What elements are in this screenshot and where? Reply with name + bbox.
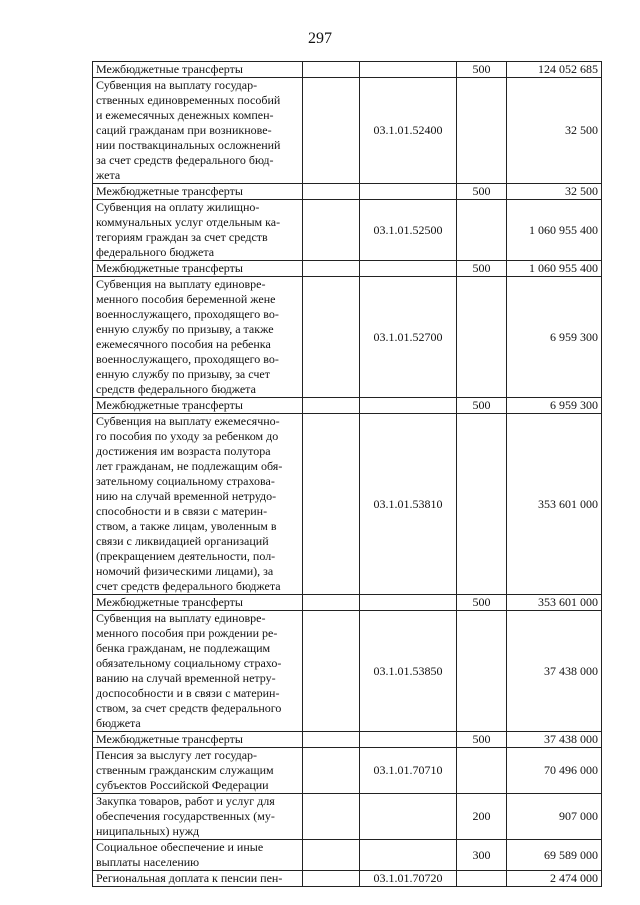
item-name-line: федерального бюджета <box>96 245 215 259</box>
amount-cell: 353 601 000 <box>507 414 602 595</box>
item-name-line: менного пособия при рождении ре- <box>96 626 278 640</box>
amount-cell: 32 500 <box>507 78 602 184</box>
target-code-cell <box>360 732 457 748</box>
item-name-line: обязательному социальному страхо- <box>96 656 282 670</box>
target-code-cell <box>360 184 457 200</box>
empty-cell <box>303 794 360 840</box>
empty-cell <box>303 200 360 261</box>
expense-type-cell <box>457 748 507 794</box>
item-name-cell <box>93 794 303 840</box>
table-row <box>93 200 602 261</box>
item-name-cell <box>93 840 303 871</box>
item-name-line: Межбюджетные трансферты <box>96 732 243 746</box>
item-name-line: способности и в связи с материн- <box>96 504 268 518</box>
empty-cell <box>303 398 360 414</box>
item-name-line: Социальное обеспечение и иные <box>96 840 264 854</box>
target-code-cell: 03.1.01.53810 <box>360 414 457 595</box>
item-name-line: Межбюджетные трансферты <box>96 184 243 198</box>
target-code-cell: 03.1.01.52700 <box>360 277 457 398</box>
table-row <box>93 398 602 414</box>
item-name-line: номочий физическими лицами), за <box>96 564 274 578</box>
item-name-line: Закупка товаров, работ и услуг для <box>96 794 275 808</box>
expense-type-cell: 500 <box>457 261 507 277</box>
expense-type-cell: 200 <box>457 794 507 840</box>
item-name-line: Субвенция на выплату единовре- <box>96 277 266 291</box>
item-name-cell <box>93 732 303 748</box>
item-name-line: (прекращением деятельности, пол- <box>96 549 276 563</box>
item-name-line: ниципальных) нужд <box>96 824 200 838</box>
expense-type-cell <box>457 78 507 184</box>
target-code-cell: 03.1.01.52400 <box>360 78 457 184</box>
item-name-line: Межбюджетные трансферты <box>96 398 243 412</box>
item-name-line: ежемесячного пособия на ребенка <box>96 337 271 351</box>
amount-cell: 6 959 300 <box>507 398 602 414</box>
amount-cell: 1 060 955 400 <box>507 200 602 261</box>
target-code-cell: 03.1.01.70720 <box>360 871 457 887</box>
table-row <box>93 414 602 595</box>
item-name-line: счет средств федерального бюджета <box>96 579 281 593</box>
expense-type-cell: 500 <box>457 398 507 414</box>
item-name-cell <box>93 748 303 794</box>
item-name-line: Межбюджетные трансферты <box>96 595 243 609</box>
budget-table <box>92 61 602 887</box>
target-code-cell <box>360 840 457 871</box>
expense-type-cell <box>457 871 507 887</box>
empty-cell <box>303 732 360 748</box>
item-name-line: Региональная доплата к пенсии пен- <box>96 871 283 885</box>
item-name-line: го пособия по уходу за ребенком до <box>96 429 279 443</box>
item-name-line: енную службу по призыву, а также <box>96 322 274 336</box>
amount-cell: 37 438 000 <box>507 732 602 748</box>
table-row <box>93 62 602 78</box>
item-name-line: менного пособия беременной жене <box>96 292 276 306</box>
empty-cell <box>303 277 360 398</box>
item-name-line: связи с ликвидацией организаций <box>96 534 269 548</box>
item-name-line: ством, за счет средств федерального <box>96 701 282 715</box>
empty-cell <box>303 414 360 595</box>
target-code-cell: 03.1.01.70710 <box>360 748 457 794</box>
expense-type-cell <box>457 414 507 595</box>
target-code-cell: 03.1.01.52500 <box>360 200 457 261</box>
amount-cell: 69 589 000 <box>507 840 602 871</box>
amount-cell: 907 000 <box>507 794 602 840</box>
item-name-line: ванию на случай временной нетру- <box>96 671 276 685</box>
item-name-line: доспособности и в связи с материн- <box>96 686 280 700</box>
item-name-line: Межбюджетные трансферты <box>96 261 243 275</box>
amount-cell: 124 052 685 <box>507 62 602 78</box>
item-name-cell <box>93 871 303 887</box>
table-row <box>93 595 602 611</box>
item-name-line: Пенсия за выслугу лет государ- <box>96 748 258 762</box>
empty-cell <box>303 871 360 887</box>
table-row <box>93 748 602 794</box>
item-name-line: выплаты населению <box>96 855 200 869</box>
item-name-line: зательному социальному страхова- <box>96 474 275 488</box>
item-name-line: нии поствакцинальных осложнений <box>96 138 281 152</box>
item-name-line: субъектов Российской Федерации <box>96 778 269 792</box>
item-name-line: обеспечения государственных (му- <box>96 809 275 823</box>
item-name-cell <box>93 398 303 414</box>
item-name-line: тегориям граждан за счет средств <box>96 230 268 244</box>
item-name-cell <box>93 78 303 184</box>
table-row <box>93 78 602 184</box>
amount-cell: 353 601 000 <box>507 595 602 611</box>
item-name-cell <box>93 414 303 595</box>
item-name-cell <box>93 261 303 277</box>
item-name-line: за счет средств федерального бюд- <box>96 153 274 167</box>
item-name-line: и ежемесячных денежных компен- <box>96 108 274 122</box>
item-name-line: Субвенция на выплату государ- <box>96 78 258 92</box>
table-row <box>93 732 602 748</box>
item-name-line: бенка гражданам, не подлежащим <box>96 641 271 655</box>
item-name-cell <box>93 200 303 261</box>
item-name-cell <box>93 277 303 398</box>
target-code-cell <box>360 794 457 840</box>
item-name-line: ственным гражданским служащим <box>96 763 274 777</box>
table-row <box>93 184 602 200</box>
item-name-line: ством, а также лицам, уволенным в <box>96 519 277 533</box>
budget-table-body <box>93 62 602 887</box>
target-code-cell <box>360 62 457 78</box>
item-name-cell <box>93 595 303 611</box>
item-name-line: саций гражданам при возникнове- <box>96 123 272 137</box>
amount-cell: 37 438 000 <box>507 611 602 732</box>
item-name-line: енную службу по призыву, за счет <box>96 367 270 381</box>
table-row <box>93 611 602 732</box>
item-name-line: средств федерального бюджета <box>96 382 256 396</box>
item-name-line: Межбюджетные трансферты <box>96 62 243 76</box>
item-name-cell <box>93 611 303 732</box>
amount-cell: 6 959 300 <box>507 277 602 398</box>
item-name-line: Субвенция на выплату ежемесячно- <box>96 414 280 428</box>
table-row <box>93 840 602 871</box>
table-row <box>93 277 602 398</box>
target-code-cell: 03.1.01.53850 <box>360 611 457 732</box>
table-row <box>93 794 602 840</box>
expense-type-cell <box>457 611 507 732</box>
item-name-line: бюджета <box>96 716 141 730</box>
item-name-line: Субвенция на выплату единовре- <box>96 611 266 625</box>
item-name-line: нию на случай временной нетрудо- <box>96 489 277 503</box>
empty-cell <box>303 62 360 78</box>
expense-type-cell: 500 <box>457 732 507 748</box>
expense-type-cell: 300 <box>457 840 507 871</box>
expense-type-cell: 500 <box>457 62 507 78</box>
amount-cell: 2 474 000 <box>507 871 602 887</box>
amount-cell: 32 500 <box>507 184 602 200</box>
empty-cell <box>303 184 360 200</box>
item-name-line: ственных единовременных пособий <box>96 93 281 107</box>
item-name-line: достижения им возраста полутора <box>96 444 271 458</box>
table-row <box>93 261 602 277</box>
expense-type-cell: 500 <box>457 184 507 200</box>
page-number: 297 <box>308 30 332 47</box>
item-name-cell <box>93 184 303 200</box>
empty-cell <box>303 840 360 871</box>
empty-cell <box>303 261 360 277</box>
table-row <box>93 871 602 887</box>
target-code-cell <box>360 398 457 414</box>
item-name-line: жета <box>96 168 121 182</box>
expense-type-cell <box>457 200 507 261</box>
item-name-line: коммунальных услуг отдельным ка- <box>96 215 281 229</box>
item-name-line: лет гражданам, не подлежащим обя- <box>96 459 283 473</box>
expense-type-cell <box>457 277 507 398</box>
item-name-cell <box>93 62 303 78</box>
item-name-line: военнослужащего, проходящего во- <box>96 352 279 366</box>
item-name-line: военнослужащего, проходящего во- <box>96 307 279 321</box>
empty-cell <box>303 748 360 794</box>
amount-cell: 70 496 000 <box>507 748 602 794</box>
amount-cell: 1 060 955 400 <box>507 261 602 277</box>
target-code-cell <box>360 595 457 611</box>
target-code-cell <box>360 261 457 277</box>
empty-cell <box>303 595 360 611</box>
item-name-line: Субвенция на оплату жилищно- <box>96 200 260 214</box>
expense-type-cell: 500 <box>457 595 507 611</box>
empty-cell <box>303 78 360 184</box>
empty-cell <box>303 611 360 732</box>
